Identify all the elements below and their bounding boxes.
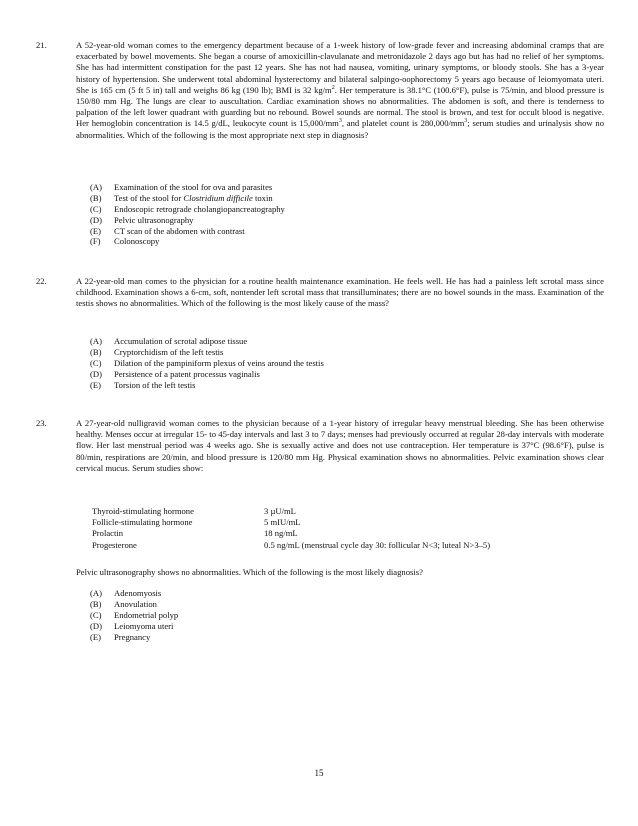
answer-option[interactable]: (B) Cryptorchidism of the left testis	[90, 346, 224, 357]
answer-option[interactable]: (A) Examination of the stool for ova and parasites	[90, 182, 273, 192]
answer-option[interactable]: (C) Dilation of the pampiniform plexus of veins around the testis	[90, 357, 324, 368]
answer-options	[90, 182, 285, 247]
lab-row: Thyroid-stimulating hormone 3 µU/mL	[92, 506, 296, 516]
question-prompt: Pelvic ultrasonography shows no abnormalities. Which of the following is the most likely diagnosis?	[76, 567, 423, 577]
answer-option[interactable]: (D) Leiomyoma uteri	[90, 620, 174, 631]
page-number: 15	[314, 768, 324, 778]
lab-row: Prolactin 18 ng/mL	[92, 528, 298, 539]
answer-option[interactable]: (E) Pregnancy	[90, 631, 151, 642]
answer-option[interactable]: (D) Persistence of a patent processus vaginalis	[90, 368, 260, 379]
answer-option[interactable]: (C) Endoscopic retrograde cholangiopancreatography	[90, 203, 285, 214]
question-stem: A 27-year-old nulligravid woman comes to the physician because of a 1-year history of irregular heavy menstrual bleeding. She has been otherwise healthy. Menses occur at irregular 15- to 45-day intervals and last 3 to 7 days; menses had previously occurred at regular 28-day intervals with moderate flow. Her last menstrual period was 4 weeks ago. She is sexually active and does not use contraception. Her temperature is 37°C (98.6°F), pulse is 80/min, respirations are 20/min, and blood pressure is 120/80 mm Hg. Physical examination shows no abnormalities. Pelvic examination shows clear cervical mucus. Serum studies show:	[76, 418, 604, 473]
question-number: 22.	[36, 276, 47, 286]
question-number: 21.	[36, 40, 47, 50]
answer-option[interactable]: (B) Test of the stool for Clostridium difficile toxin	[90, 192, 273, 203]
answer-option[interactable]: (A) Adenomyosis	[90, 588, 162, 598]
answer-option[interactable]: (E) CT scan of the abdomen with contrast	[90, 225, 245, 236]
answer-option[interactable]: (D) Pelvic ultrasonography	[90, 214, 194, 225]
answer-option[interactable]: (E) Torsion of the left testis	[90, 379, 196, 390]
lab-row: Progesterone 0.5 ng/mL (menstrual cycle day 30: follicular N<3; luteal N>3–5)	[92, 539, 491, 550]
question-stem: A 22-year-old man comes to the physician for a routine health maintenance examination. He feels well. He has had a painless left scrotal mass since childhood. Examination shows a 6-cm, soft, nontender left scrotal mass that transilluminates; there are no bowel sounds in the mass. Examination of the testis shows no abnormalities. Which of the following is the most likely cause of the mass?	[76, 276, 604, 309]
lab-values-table	[92, 506, 490, 551]
answer-option[interactable]: (A) Accumulation of scrotal adipose tissue	[90, 336, 248, 346]
answer-options	[90, 588, 178, 642]
answer-options	[90, 336, 324, 390]
question-number: 23.	[36, 418, 47, 428]
lab-row: Follicle-stimulating hormone 5 mIU/mL	[92, 517, 301, 528]
answer-option[interactable]: (C) Endometrial polyp	[90, 609, 179, 620]
answer-option[interactable]: (B) Anovulation	[90, 598, 157, 609]
answer-option[interactable]: (F) Colonoscopy	[90, 236, 160, 247]
question-stem: A 52-year-old woman comes to the emergency department because of a 1-week history of low-grade fever and increasing abdominal cramps that are exacerbated by bowel movements. She began a course of amoxicillin-clavulanate and metronidazole 2 days ago but has had no relief of her symptoms. She has had intermittent constipation for the past 12 years. She has not had nausea, vomiting, urinary symptoms, or bloody stools. She has a 3-year history of hypertension. She underwent total abdominal hysterectomy and bilateral salpingo-oophorectomy 5 years ago because of leiomyomata uteri. She is 165 cm (5 ft 5 in) tall and weighs 86 kg (190 lb); BMI is 32 $kg/m^2$. Her temperature is 38.1°C (100.6°F), pulse is 75/min, and blood pressure is 150/80 mm Hg. The lungs are clear to auscultation. Cardiac examination shows no abnormalities. The abdomen is soft, and there is tenderness to palpation of the left lower quadrant with guarding but no rebound. Bowel sounds are normal. The stool is brown, and test for occult blood is negative. Her hemoglobin concentration is 14.5 g/dL, leukocyte count is $15,000/mm^3$, and platelet count is $280,000/mm^3$; serum studies and urinalysis show no abnormalities. Which of the following is the most appropriate next step in diagnosis?	[76, 40, 605, 140]
